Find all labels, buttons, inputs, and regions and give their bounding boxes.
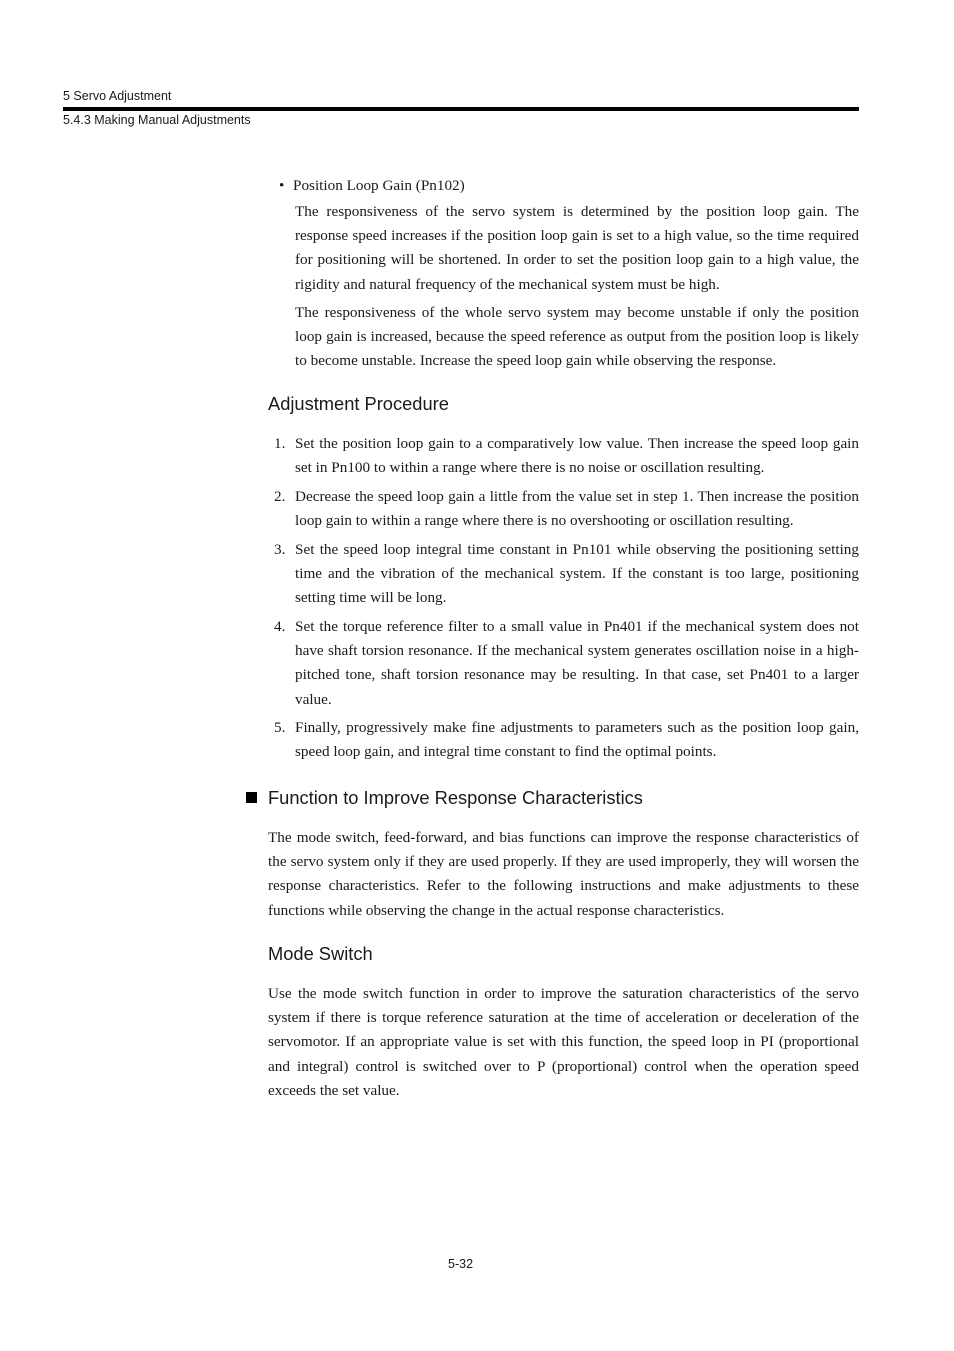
step-number: 1.: [274, 435, 286, 452]
mode-switch-heading: Mode Switch: [268, 943, 373, 964]
bullet-title: Position Loop Gain (Pn102): [293, 177, 465, 194]
function-heading-text: Function to Improve Response Characteristics: [268, 787, 643, 808]
mode-switch-body: Use the mode switch function in order to improve the saturation characteristics of the servo system if there is torque reference saturation at the time of acceleration or deceleration of the servomotor. If an appropriate value is set with this function, the speed loop in PI (proportional and integral) control is switched over to P (proportional) control when the operation speed exceeds the set value.: [268, 985, 859, 1099]
list-item: [268, 615, 859, 712]
position-loop-para-1: The responsiveness of the servo system is determined by the position loop gain. The response speed increases if the position loop gain is set to a high value, so the time required for positioning will be shortened. In order to set the position loop gain to a high value, the rigidity and natural frequency of the mechanical system must be high.: [295, 203, 859, 293]
step-number: 4.: [274, 617, 286, 635]
function-section-body: The mode switch, feed-forward, and bias functions can improve the response characteristics of the servo system only if they are used properly. If they are used improperly, they will worsen the response characteristics. Refer to the following instructions and make adjustments to these functions while observing the change in the actual response characteristics.: [268, 829, 859, 919]
step-text: Set the position loop gain to a comparatively low value. Then increase the speed loop gain set in Pn100 to within a range where there is no noise or oscillation resulting.: [295, 435, 859, 477]
position-loop-bullet: [279, 174, 859, 198]
step-text: Decrease the speed loop gain a little from the value set in step 1. Then increase the position loop gain to within a range where there is no overshooting or oscillation resulting.: [295, 487, 859, 530]
list-item: [268, 432, 859, 480]
header-rule: [63, 107, 859, 111]
list-item: [268, 716, 859, 764]
step-text: Set the torque reference filter to a small value in Pn401 if the mechanical system does not have shaft torsion resonance. If the mechanical system generates oscillation noise in a high-pitched tone, shaft torsion resonance may be resulting. In that case, set Pn401 to a larger value.: [295, 617, 859, 708]
function-section-heading: [246, 787, 643, 809]
step-number: 2.: [274, 487, 286, 505]
list-item: [268, 485, 859, 533]
step-text: Finally, progressively make fine adjustments to parameters such as the position loop gain, speed loop gain, and integral time constant to find the optimal points.: [295, 719, 859, 761]
adjustment-steps-list: [268, 432, 859, 769]
step-number: 5.: [274, 719, 286, 737]
adjustment-procedure-heading: Adjustment Procedure: [268, 393, 449, 414]
header-section: 5.4.3 Making Manual Adjustments: [63, 113, 251, 127]
step-text: Set the speed loop integral time constant in Pn101 while observing the positioning setting time and the vibration of the mechanical system. If the constant is too large, positioning setting time will be long.: [295, 540, 859, 607]
square-bullet-icon: [246, 792, 257, 803]
bullet-icon: •: [279, 177, 285, 194]
list-item: [268, 538, 859, 611]
position-loop-para-2: The responsiveness of the whole servo system may become unstable if only the position loop gain is increased, because the speed reference as output from the position loop is likely to become unstable. Increase the speed loop gain while observing the response.: [295, 304, 859, 370]
page-number: 5-32: [448, 1257, 474, 1271]
header-chapter: 5 Servo Adjustment: [63, 89, 172, 103]
step-number: 3.: [274, 540, 286, 558]
